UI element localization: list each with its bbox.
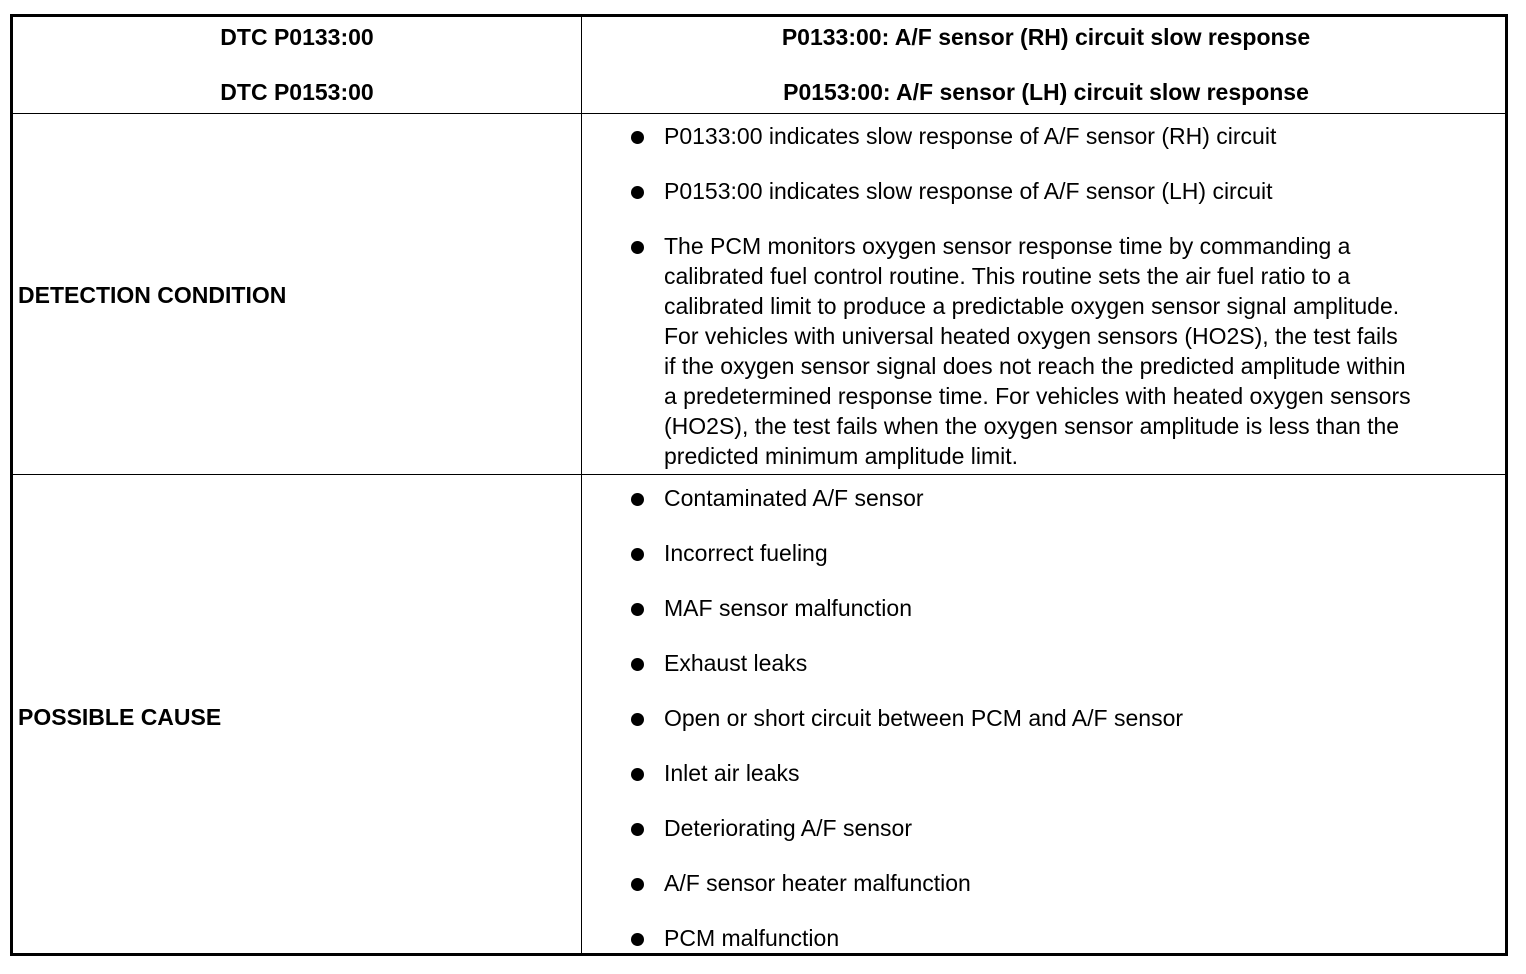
bullet-icon xyxy=(631,658,644,671)
cause-item-text: Inlet air leaks xyxy=(664,760,800,786)
cause-item-text: Exhaust leaks xyxy=(664,650,808,676)
bullet-icon xyxy=(631,493,644,506)
bullet-icon xyxy=(631,768,644,781)
row-divider-header xyxy=(10,113,1508,114)
bullet-icon xyxy=(631,186,644,199)
bullet-icon xyxy=(631,548,644,561)
cause-item-text: Deteriorating A/F sensor xyxy=(664,815,913,841)
bullet-icon xyxy=(631,823,644,836)
row-divider-detection xyxy=(10,474,1508,475)
column-divider xyxy=(581,14,582,956)
detection-item-text: The PCM monitors oxygen sensor response time by commanding a calibrated fuel control routine. This routine sets the air fuel ratio to a calibrated limit to produce a predictable oxygen sensor signal amplitude. For vehicles with universal heated oxygen sensors (HO2S), the test fails if the oxygen sensor signal does not reach the predicted amplitude within a predetermined response time. For vehicles with heated oxygen sensors (HO2S), the test fails when the oxygen sensor amplitude is less than the predicted minimum amplitude limit. xyxy=(664,233,1411,469)
dtc-description-1: P0133:00: A/F sensor (RH) circuit slow response xyxy=(781,24,1311,50)
bullet-icon xyxy=(631,933,644,946)
cause-item-text: Contaminated A/F sensor xyxy=(664,485,924,511)
bullet-icon xyxy=(631,131,644,144)
cause-item-text: PCM malfunction xyxy=(664,925,840,951)
bullet-icon xyxy=(631,878,644,891)
cause-item-text: A/F sensor heater malfunction xyxy=(664,870,971,896)
detection-item-text: P0153:00 indicates slow response of A/F sensor (LH) circuit xyxy=(664,178,1273,204)
bullet-icon xyxy=(631,713,644,726)
cause-item-text: MAF sensor malfunction xyxy=(664,595,912,621)
dtc-code-2: DTC P0153:00 xyxy=(220,79,374,105)
dtc-description-2: P0153:00: A/F sensor (LH) circuit slow response xyxy=(783,79,1309,105)
detection-item-text: P0133:00 indicates slow response of A/F sensor (RH) circuit xyxy=(664,123,1277,149)
possible-cause-label: POSSIBLE CAUSE xyxy=(18,704,222,730)
cause-item-text: Incorrect fueling xyxy=(664,540,828,566)
bullet-icon xyxy=(631,603,644,616)
bullet-icon xyxy=(631,241,644,254)
cause-item-text: Open or short circuit between PCM and A/F sensor xyxy=(664,705,1184,731)
dtc-code-1: DTC P0133:00 xyxy=(220,24,374,50)
detection-condition-label: DETECTION CONDITION xyxy=(18,282,287,308)
